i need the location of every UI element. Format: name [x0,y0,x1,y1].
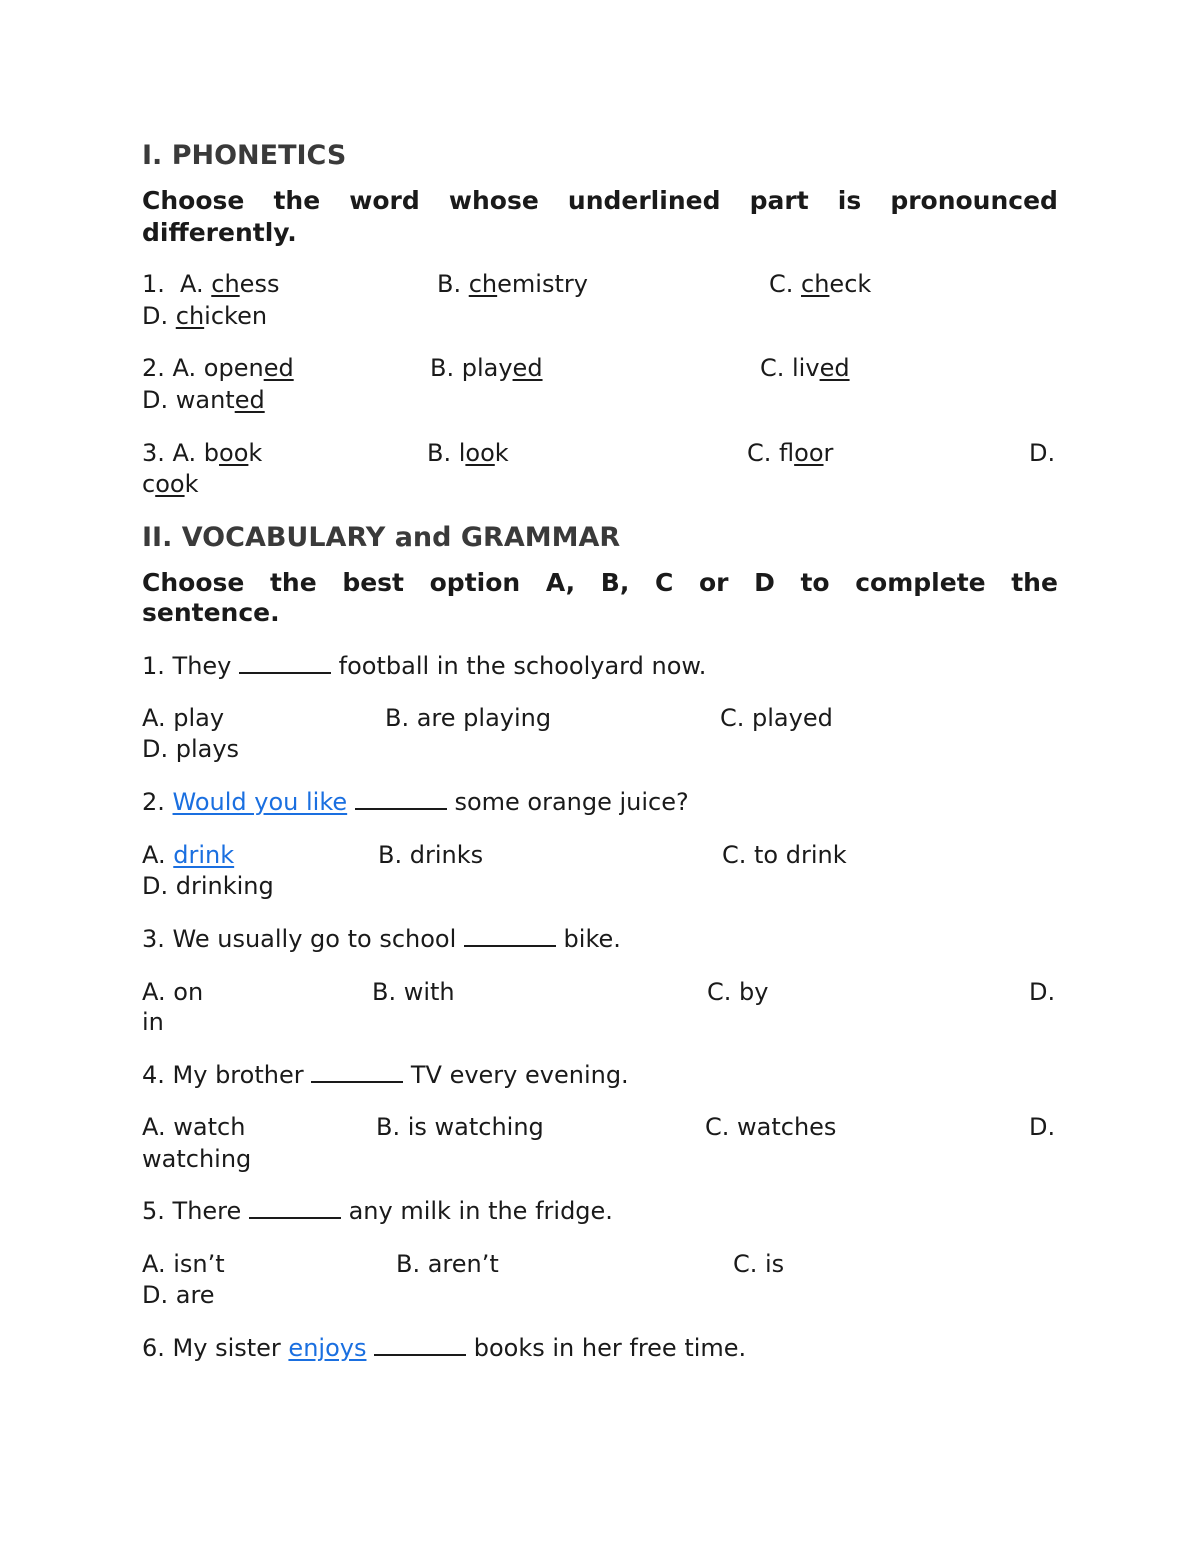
v-q1-option-a: A. play [142,704,225,732]
p-q3-option-a: 3. A. book [142,439,263,467]
v-q4-option-b: B. is watching [376,1113,544,1141]
p-q1-option-a: A. chess [180,270,280,298]
p-q1-option-d: D. chicken [142,302,268,330]
instruction-word: whose [448,186,539,215]
p-q3-option-d-label: D. [1029,439,1056,467]
answer-blank [374,1334,466,1356]
instruction-word: the [269,568,317,597]
drink-link[interactable]: drink [173,841,235,869]
v-q1-option-c: C. played [720,704,833,732]
v-q5-stem: 5. There any milk in the fridge. [142,1197,613,1225]
v-q2-stem: 2. Would you like some orange juice? [142,788,689,816]
enjoys-link[interactable]: enjoys [288,1334,367,1362]
instruction-word: best [342,568,404,597]
phonetics-instruction [142,186,1058,215]
would-you-like-link[interactable]: Would you like [172,788,348,816]
v-q5-option-d: D. are [142,1281,215,1309]
instruction-word: D [754,568,775,597]
v-q2-option-b: B. drinks [378,841,484,869]
section-title-vocabulary: II. VOCABULARY and GRAMMAR [142,522,621,553]
p-q2-option-b: B. played [430,354,543,382]
v-q1-option-b: B. are playing [385,704,552,732]
v-q4-option-a: A. watch [142,1113,246,1141]
v-q4-option-c: C. watches [705,1113,837,1141]
v-q6-stem: 6. My sister enjoys books in her free time. [142,1334,747,1362]
v-q3-option-c: C. by [707,978,769,1006]
instruction-word: word [349,186,420,215]
instruction-word: complete [855,568,986,597]
p-q1-option-b: B. chemistry [437,270,588,298]
v-q5-option-b: B. aren’t [396,1250,499,1278]
p-q1-option-c: C. check [769,270,872,298]
answer-blank [239,652,331,674]
v-q1-stem: 1. They football in the schoolyard now. [142,652,707,680]
instruction-word: pronounced [890,186,1058,215]
instruction-word: the [273,186,321,215]
v-q5-option-a: A. isn’t [142,1250,225,1278]
instruction-word: C [654,568,674,597]
section-title-phonetics: I. PHONETICS [142,140,347,171]
v-q2-option-d: D. drinking [142,872,274,900]
p-q2-option-d: D. wanted [142,386,265,414]
p-q3-option-c: C. floor [747,439,834,467]
vocab-instruction [142,568,1058,597]
v-q5-option-c: C. is [733,1250,785,1278]
instruction-word: Choose [142,568,245,597]
v-q3-option-a: A. on [142,978,204,1006]
v-q3-option-d-label: D. [1029,978,1056,1006]
p-q2-option-c: C. lived [760,354,850,382]
v-q1-option-d: D. plays [142,735,240,763]
p-q3-option-b: B. look [427,439,509,467]
v-q3-stem: 3. We usually go to school bike. [142,925,621,953]
instruction-word: B, [600,568,630,597]
instruction-word: part [749,186,809,215]
instruction-word: to [800,568,830,597]
p-q2-option-a: 2. A. opened [142,354,294,382]
p-q3-option-d: cook [142,470,199,498]
instruction-word: the [1011,568,1058,597]
instruction-word: underlined [567,186,721,215]
phonetics-instruction-end: differently. [142,218,297,247]
instruction-word: is [837,186,862,215]
answer-blank [249,1197,341,1219]
vocab-instruction-end: sentence. [142,598,280,627]
v-q4-stem: 4. My brother TV every evening. [142,1061,629,1089]
answer-blank [464,925,556,947]
v-q3-option-b: B. with [372,978,455,1006]
instruction-word: Choose [142,186,245,215]
instruction-word: A, [545,568,576,597]
instruction-word: or [698,568,729,597]
answer-blank [311,1061,403,1083]
v-q2-option-a: A. drink [142,841,235,869]
v-q4-option-d: watching [142,1145,252,1173]
v-q3-option-d: in [142,1008,164,1036]
v-q2-option-c: C. to drink [722,841,847,869]
v-q4-option-d-label: D. [1029,1113,1056,1141]
p-q1-number: 1. [142,270,165,298]
instruction-word: option [429,568,521,597]
answer-blank [355,788,447,810]
